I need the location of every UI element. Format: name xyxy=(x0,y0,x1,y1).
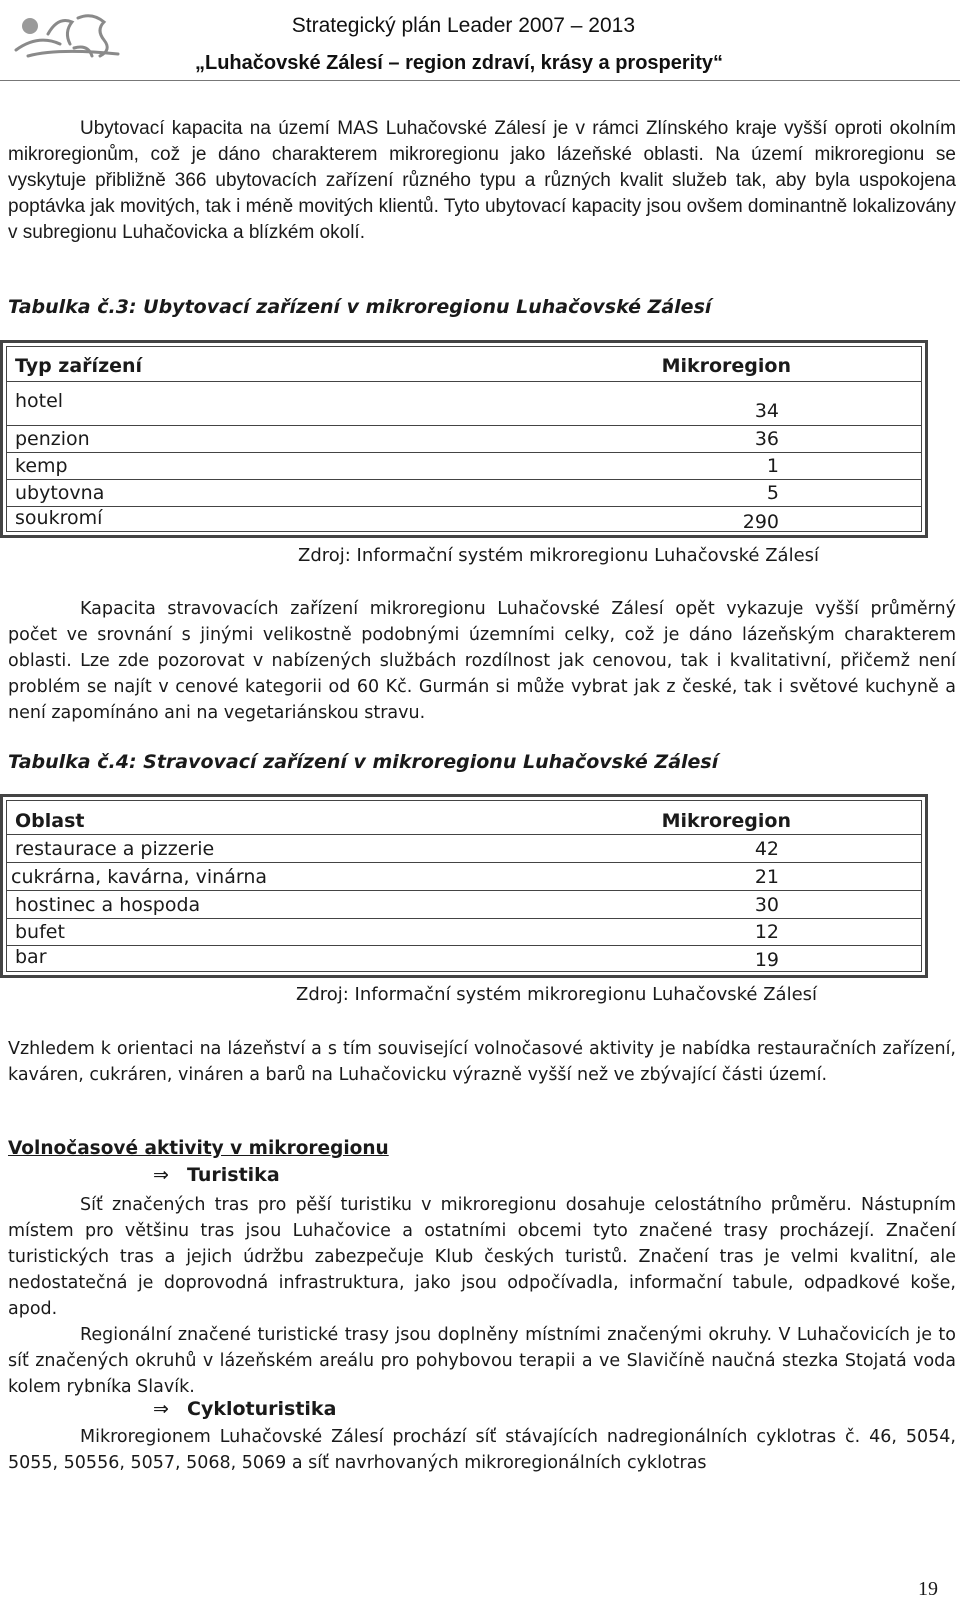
table4-row-value: 19 xyxy=(754,949,779,971)
table4 xyxy=(0,794,928,978)
table3-row-value: 5 xyxy=(766,482,779,504)
table-row xyxy=(7,507,921,531)
table4-row-label: hostinec a hospoda xyxy=(15,894,201,916)
page-number: 19 xyxy=(918,1578,938,1600)
leisure-heading: Volnočasové aktivity v mikroregionu xyxy=(8,1138,389,1159)
arrow-right-icon: ⇒ xyxy=(153,1164,169,1186)
table4-caption: Tabulka č.4: Stravovací zařízení v mikroregionu Luhačovské Zálesí xyxy=(8,751,719,773)
table4-row-value: 30 xyxy=(754,894,779,916)
arrow-right-icon: ⇒ xyxy=(153,1398,169,1420)
table-row xyxy=(7,835,921,863)
table4-row-value: 42 xyxy=(754,838,779,860)
table-row xyxy=(7,919,921,946)
table3-row-label: penzion xyxy=(15,428,90,450)
table4-source: Zdroj: Informační systém mikroregionu Luhačovské Zálesí xyxy=(296,984,818,1005)
table3-row-label: hotel xyxy=(15,390,64,412)
table4-header-mikroregion: Mikroregion xyxy=(661,810,791,832)
table-row xyxy=(7,863,921,891)
table4-row-value: 12 xyxy=(754,921,779,943)
table4-row-value: 21 xyxy=(754,866,779,888)
table4-header-row xyxy=(7,801,921,835)
table3-row-label: kemp xyxy=(15,455,68,477)
table-row xyxy=(7,480,921,507)
intro-paragraph: Ubytovací kapacita na území MAS Luhačovské Zálesí je v rámci Zlínského kraje vyšší oproti okolním mikroregionům, což je dáno charakterem mikroregionu jako lázeňské oblasti. Na území mikroregionu se vyskytuje přibližně 366 ubytovacích zařízení různého typu a různých kvalit služeb tak, aby byla uspokojena poptávka jak movitých, tak i méně movitých klientů. Tyto ubytovací kapacity jsou ovšem dominantně lokalizovány v subregionu Luhačovicka a blízkém okolí. xyxy=(8,118,956,243)
table3-header-mikroregion: Mikroregion xyxy=(661,355,791,377)
table3-header-row xyxy=(7,347,921,382)
table3-header-type: Typ zařízení xyxy=(15,355,143,377)
table4-row-label: bufet xyxy=(15,921,65,943)
table-row xyxy=(7,453,921,480)
table-row xyxy=(7,382,921,426)
table-row xyxy=(7,946,921,971)
header-divider xyxy=(0,80,960,81)
tourism-label: Turistika xyxy=(187,1164,280,1186)
table-row xyxy=(7,891,921,919)
table3-row-value: 1 xyxy=(766,455,779,477)
table3-row-value: 36 xyxy=(754,428,779,450)
table4-row-label: restaurace a pizzerie xyxy=(15,838,215,860)
table3-source: Zdroj: Informační systém mikroregionu Luhačovské Zálesí xyxy=(298,545,820,566)
table4-row-label: cukrárna, kavárna, vinárna xyxy=(11,866,267,888)
table3-caption: Tabulka č.3: Ubytovací zařízení v mikroregionu Luhačovské Zálesí xyxy=(8,296,712,318)
cyclo-label: Cykloturistika xyxy=(187,1398,337,1420)
table4-row-label: bar xyxy=(15,946,47,968)
table3 xyxy=(0,340,928,538)
table3-row-value: 34 xyxy=(754,400,779,422)
cyclo-bullet xyxy=(153,1398,336,1420)
table3-row-label: soukromí xyxy=(15,507,103,529)
table3-row-value: 290 xyxy=(742,511,779,533)
spa-paragraph: Vzhledem k orientaci na lázeňství a s tím související volnočasové aktivity je nabídka restauračních zařízení, kaváren, cukráren, vináren a barů na Luhačovicku výrazně vyšší než ve zbývající části území. xyxy=(8,1039,956,1085)
tourism-bullet xyxy=(153,1164,280,1186)
table-row xyxy=(7,426,921,453)
table3-row-label: ubytovna xyxy=(15,482,105,504)
header-subtitle: „Luhačovské Zálesí – region zdraví, krásy a prosperity“ xyxy=(195,52,723,74)
mas-logo-icon xyxy=(8,4,128,68)
tourism-paragraph-1: Síť značených tras pro pěší turistiku v mikroregionu dosahuje celostátního průměru. Nástupním místem pro většinu tras jsou Luhačovice a ostatními obcemi tyto značené trasy procházejí. Značení turistických tras a jejich údržbu zabezpečuje Klub českých turistů. Značení tras je velmi kvalitní, ale nedostatečná je doprovodná infrastruktura, jako jsou odpočívadla, informační tabule, odpadkové koše, apod. xyxy=(8,1195,956,1319)
tourism-paragraph-2: Regionální značené turistické trasy jsou doplněny místními značenými okruhy. V Luhačovicích je to síť značených okruhů v lázeňském areálu pro pohybovou terapii a ve Slavičíně naučná stezka Stojatá voda kolem rybníka Slavík. xyxy=(8,1325,956,1397)
cyclo-paragraph: Mikroregionem Luhačovské Zálesí prochází síť stávajících nadregionálních cyklotras č. 46, 5054, 5055, 50556, 5057, 5068, 5069 a síť navrhovaných mikroregionálních cyklotras xyxy=(8,1427,956,1473)
header-document-title: Strategický plán Leader 2007 – 2013 xyxy=(291,14,635,37)
catering-paragraph: Kapacita stravovacích zařízení mikroregionu Luhačovské Zálesí opět vykazuje vyšší průměrný počet ve srovnání s jinými velikostně podobnými územními celky, což je dáno lázeňským charakterem oblasti. Lze zde pozorovat v nabízených službách rozdílnost jak cenovou, tak i kvalitativní, přičemž není problém se najít v cenové kategorii od 60 Kč. Gurmán si může vybrat jak z české, tak i světové kuchyně a není zapomínáno ani na vegetariánskou stravu. xyxy=(8,599,956,723)
table4-header-oblast: Oblast xyxy=(15,810,85,832)
